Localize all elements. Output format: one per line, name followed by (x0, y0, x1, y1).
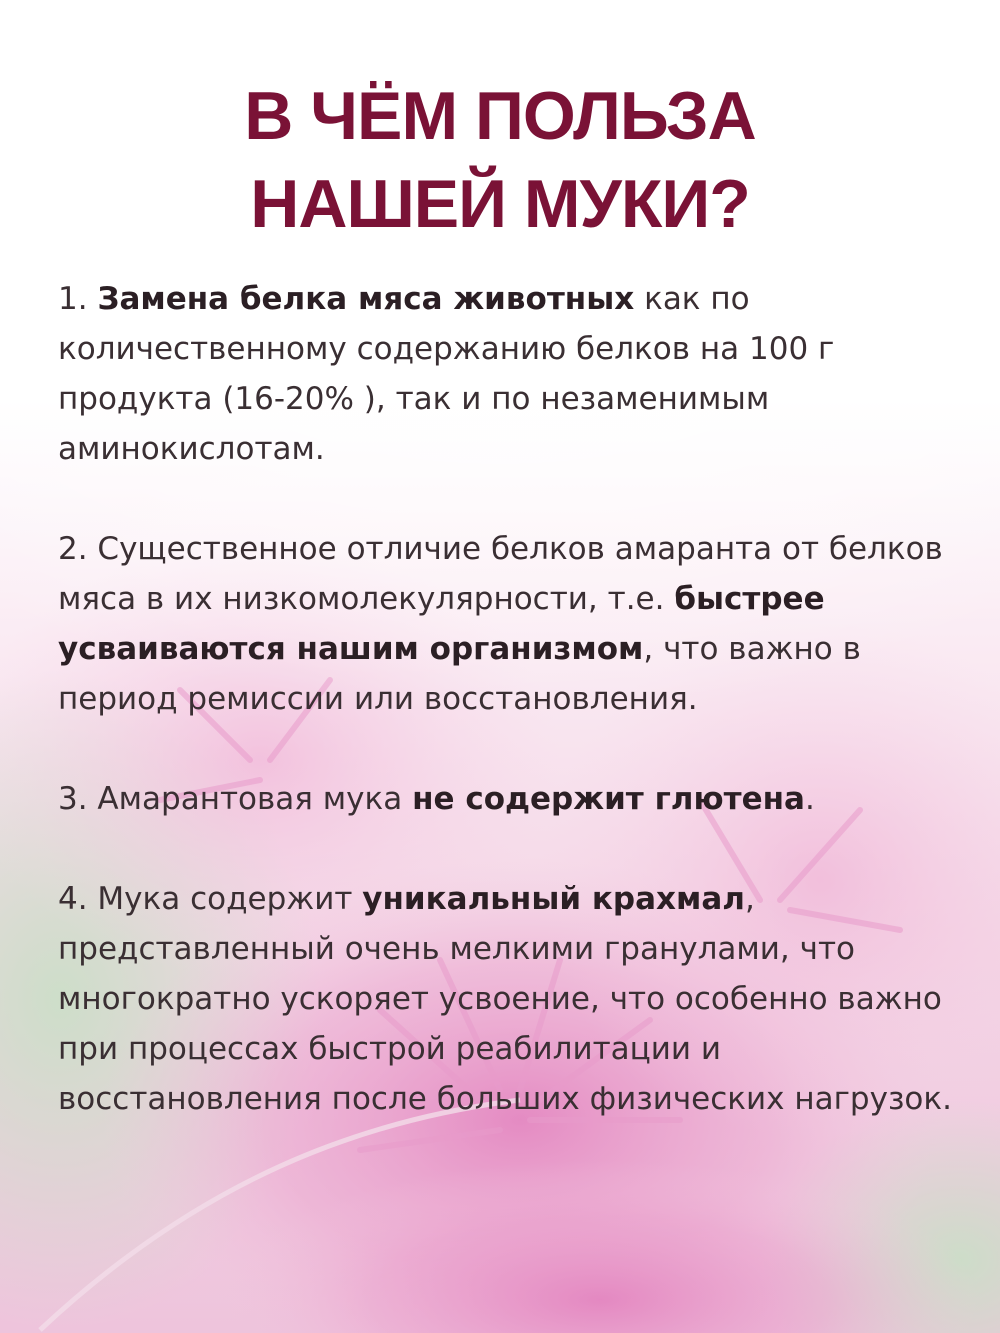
title-line-1: В ЧЁМ ПОЛЬЗА (244, 78, 756, 154)
benefit-4-text: , представленный очень мелкими гранулами, что многократно ускоряет усвоение, что особенно важно при процессах быстрой реабилитации и восстановления после больших физических нагрузок. (58, 881, 952, 1117)
benefit-1-text: как по количественному содержанию белков на 100 г продукта (16-20% ), так и по незаменимым аминокислотам. (58, 281, 835, 467)
benefit-2-text: , что важно в период ремиссии или восстановления. (58, 631, 861, 717)
benefit-item-1 (58, 274, 958, 474)
benefit-item-3 (58, 774, 958, 824)
page-title (0, 72, 1000, 248)
benefit-3-prefix: 3. Амарантовая мука (58, 781, 413, 817)
benefit-item-2 (58, 524, 958, 724)
title-line-2: НАШЕЙ МУКИ? (250, 166, 750, 242)
benefit-3-text: . (804, 781, 815, 817)
benefit-3-highlight: не содержит глютена (412, 781, 805, 817)
benefit-2-prefix: 2. Существенное отличие белков амаранта от белков мяса в их низкомолекулярности, т.е. (58, 531, 943, 617)
benefits-list (58, 274, 958, 1174)
benefit-4-highlight: уникальный крахмал (362, 881, 745, 917)
benefit-2-highlight: быстрее усваиваются нашим организмом (58, 581, 825, 667)
benefit-1-highlight: Замена белка мяса животных (97, 281, 635, 317)
benefit-item-4 (58, 874, 958, 1124)
benefit-1-prefix: 1. (58, 281, 98, 317)
benefit-4-prefix: 4. Мука содержит (58, 881, 363, 917)
